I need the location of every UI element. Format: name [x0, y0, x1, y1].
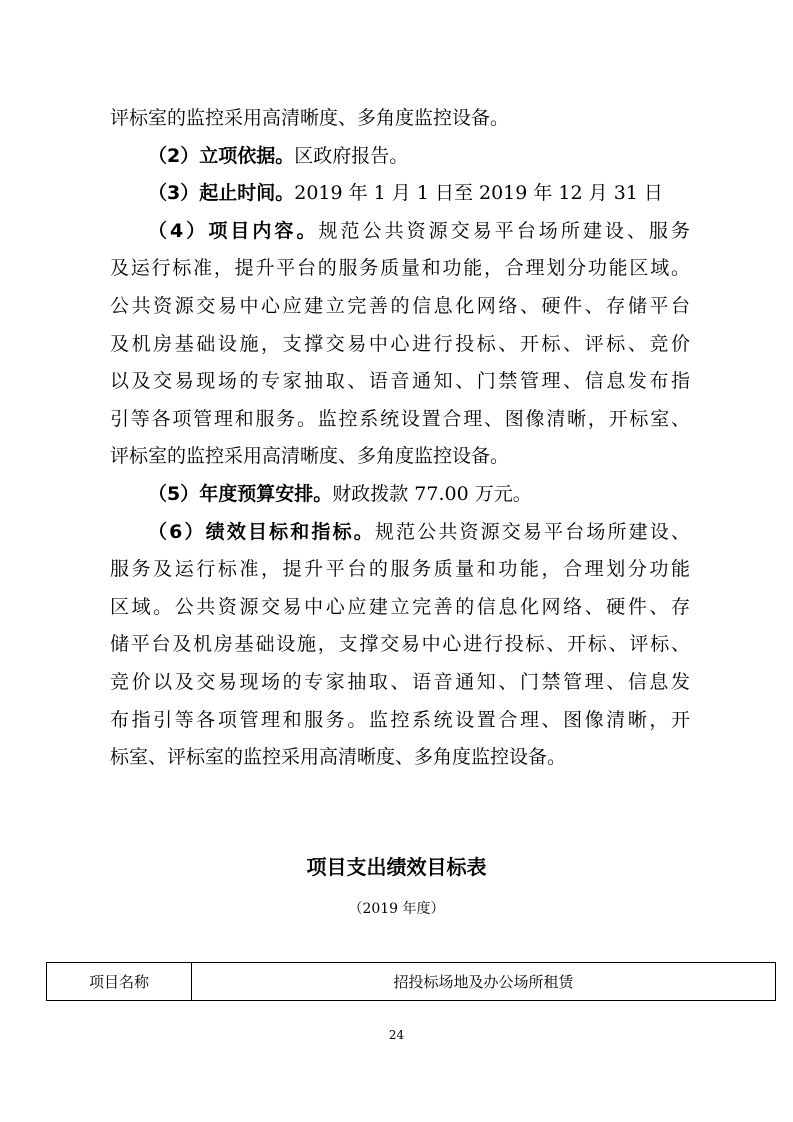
item-6-line: 标室、评标室的监控采用高清晰度、多角度监控设备。: [110, 746, 567, 769]
item-4-line: 及机房基础设施，支撑交易中心进行投标、开标、评标、竞价: [110, 332, 690, 355]
item-5-label: （5）年度预算安排。: [148, 482, 333, 505]
item-2-label: （2）立项依据。: [148, 144, 295, 167]
item-2-line: [110, 138, 690, 176]
project-name-label-cell: 项目名称: [47, 963, 192, 1001]
project-name-value-cell: 招投标场地及办公场所租赁: [192, 963, 776, 1001]
paragraph-line: [110, 100, 690, 138]
item-5-text: 财政拨款 77.00 万元。: [332, 482, 532, 505]
item-4-label: （4）项目内容。: [148, 219, 319, 242]
item-6-line: 区域。公共资源交易中心应建立完善的信息化网络、硬件、存: [110, 595, 690, 618]
intro-tail-text: 评标室的监控采用高清晰度、多角度监控设备。: [110, 107, 510, 129]
performance-target-table: [46, 962, 776, 1001]
item-3-label: （3）起止时间。: [148, 182, 295, 205]
item-6-line: 竞价以及交易现场的专家抽取、语音通知、门禁管理、信息发: [110, 670, 690, 693]
item-4-line: 公共资源交易中心应建立完善的信息化网络、硬件、存储平台: [110, 294, 690, 317]
item-4-line: [110, 213, 690, 251]
item-6-text: 规范公共资源交易平台场所建设、: [374, 520, 690, 543]
item-2-text: 区政府报告。: [294, 144, 409, 167]
item-6-line: 布指引等各项管理和服务。监控系统设置合理、图像清晰，开: [110, 708, 690, 731]
page-number: 24: [388, 1028, 405, 1042]
item-3-line: [110, 175, 690, 213]
table-subtitle: （2019 年度）: [348, 901, 445, 917]
table-row: [47, 963, 776, 1001]
item-4-line: 引等各项管理和服务。监控系统设置合理、图像清晰，开标室、: [110, 407, 690, 430]
item-6-label: （6）绩效目标和指标。: [148, 520, 375, 543]
item-6-line: 服务及运行标准，提升平台的服务质量和功能，合理划分功能: [110, 558, 690, 581]
item-6-line: 储平台及机房基础设施，支撑交易中心进行投标、开标、评标、: [110, 633, 690, 656]
item-5-line: [110, 476, 690, 514]
item-4-line: 评标室的监控采用高清晰度、多角度监控设备。: [110, 445, 510, 468]
item-4-line: 及运行标准，提升平台的服务质量和功能，合理划分功能区域。: [110, 257, 690, 280]
body-text: [110, 100, 690, 777]
item-6-line: [110, 514, 690, 552]
item-3-text: 2019 年 1 月 1 日至 2019 年 12 月 31 日: [294, 182, 663, 205]
item-4-text: 规范公共资源交易平台场所建设、服务: [318, 219, 690, 242]
table-title: 项目支出绩效目标表: [306, 855, 487, 879]
item-4-line: 以及交易现场的专家抽取、语音通知、门禁管理、信息发布指: [110, 370, 690, 393]
